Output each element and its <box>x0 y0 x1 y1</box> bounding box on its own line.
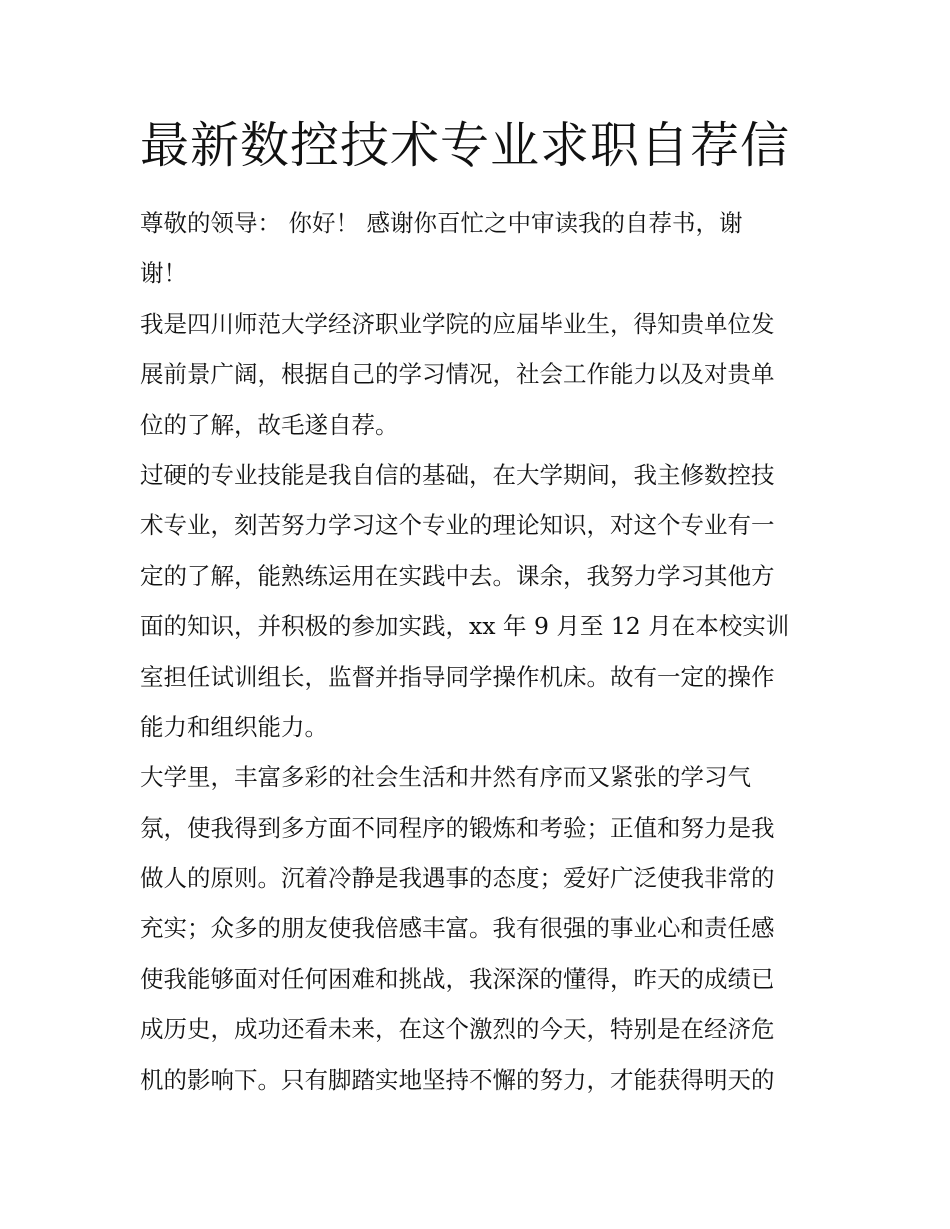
text-line: 做人的原则。沉着冷静是我遇事的态度；爱好广泛使我非常的 <box>140 864 775 893</box>
text-line: 谢！ <box>140 259 187 288</box>
text-line: 成历史，成功还看未来，在这个激烈的今天，特别是在经济危 <box>140 1015 775 1044</box>
text-line: 术专业，刻苦努力学习这个专业的理论知识，对这个专业有一 <box>140 511 775 540</box>
text-line: 机的影响下。只有脚踏实地坚持不懈的努力，才能获得明天的 <box>140 1065 775 1094</box>
text-line: 室担任试训组长，监督并指导同学操作机床。故有一定的操作 <box>140 662 775 691</box>
letter-body <box>140 198 820 1105</box>
text-line: 过硬的专业技能是我自信的基础，在大学期间，我主修数控技 <box>140 460 775 489</box>
text-line: 充实；众多的朋友使我倍感丰富。我有很强的事业心和责任感 <box>140 914 775 943</box>
text-line: 定的了解，能熟练运用在实践中去。课余，我努力学习其他方 <box>140 561 775 590</box>
text-line: 尊敬的领导： 你好！ 感谢你百忙之中审读我的自荐书，谢 <box>140 209 743 237</box>
text-line: 氛，使我得到多方面不同程序的锻炼和考验；正值和努力是我 <box>140 813 775 842</box>
text-line: 展前景广阔，根据自己的学习情况，社会工作能力以及对贵单 <box>140 360 775 389</box>
text-line: 使我能够面对任何困难和挑战，我深深的懂得，昨天的成绩已 <box>140 964 775 993</box>
text-line: 面的知识，并积极的参加实践，xx 年 9 月至 12 月在本校实训 <box>140 612 790 641</box>
text-line: 位的了解，故毛遂自荐。 <box>140 410 399 439</box>
text-line: 能力和组织能力。 <box>140 712 328 741</box>
text-line: 我是四川师范大学经济职业学院的应届毕业生，得知贵单位发 <box>140 309 775 338</box>
page-title: 最新数控技术专业求职自荐信 <box>140 117 791 174</box>
text-line: 大学里，丰富多彩的社会生活和井然有序而又紧张的学习气 <box>140 763 751 792</box>
